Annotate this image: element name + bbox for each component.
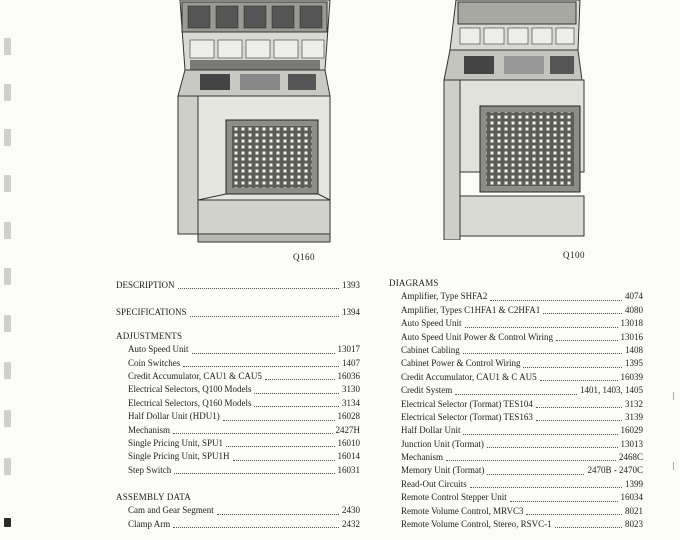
entry-page: 3134: [342, 397, 360, 408]
entry-page: 3132: [625, 398, 643, 409]
entry-page: 4080: [625, 304, 643, 315]
punch-hole: [4, 518, 11, 527]
entry-label: Single Pricing Unit, SPU1: [128, 437, 224, 448]
punch-hole: [4, 38, 11, 55]
index-entry: [128, 424, 360, 437]
index-entry: [401, 317, 643, 330]
index-entry: [401, 398, 643, 411]
index-entry: [128, 437, 360, 450]
index-entry: [128, 504, 360, 517]
entry-page: 4074: [625, 291, 643, 302]
punch-hole: [4, 222, 11, 239]
index-entry: [128, 343, 360, 356]
entry-page: 13016: [620, 331, 643, 342]
margin-mark: [673, 392, 674, 400]
entry-page: 16031: [337, 464, 360, 475]
entry-label: Auto Speed Unit Power & Control Wiring: [401, 331, 553, 342]
punch-hole: [4, 458, 11, 475]
index-entry: [401, 451, 643, 464]
jukebox-q160-illustration: [170, 0, 340, 250]
punch-hole: [4, 268, 11, 285]
index-entry: [401, 424, 643, 437]
jukebox-q100-illustration: [440, 0, 590, 240]
index-entry: [128, 450, 360, 463]
entry-page: 1399: [625, 478, 643, 489]
entry-label: Step Switch: [128, 464, 172, 475]
entry-label: Half Dollar Unit: [401, 425, 461, 436]
entry-label: Amplifier, Type SHFA2: [401, 291, 488, 302]
figure-caption-q100: Q100: [563, 250, 585, 260]
entry-label: Single Pricing Unit, SPU1H: [128, 451, 230, 462]
punch-hole: [4, 84, 11, 101]
index-entry: [401, 357, 643, 370]
entry-page: 1393: [342, 279, 360, 290]
entry-page: 2470B - 2470C: [587, 465, 643, 476]
index-entry: [401, 464, 643, 477]
entry-label: Half Dollar Unit (HDU1): [128, 411, 220, 422]
index-entry: [401, 518, 643, 531]
entry-page: 3130: [342, 384, 360, 395]
entry-page: 13013: [620, 438, 643, 449]
entry-label: Memory Unit (Tormat): [401, 465, 485, 476]
entry-label: SPECIFICATIONS: [116, 307, 187, 318]
entry-page: 16010: [337, 437, 360, 448]
entry-label: Credit Accumulator, CAU1 & CAU5: [128, 370, 262, 381]
punch-hole: [4, 410, 11, 427]
entry-page: 2468C: [618, 452, 643, 463]
entry-label: Cabinet Power & Control Wiring: [401, 358, 521, 369]
entry-label: Junction Unit (Tormat): [401, 438, 484, 449]
entry-label: Clamp Arm: [128, 518, 171, 529]
entry-page: 16039: [620, 371, 643, 382]
punch-hole: [4, 175, 11, 192]
entry-label: Remote Control Stepper Unit: [401, 492, 507, 503]
assembly-list: [116, 504, 360, 531]
index-entry: [128, 397, 360, 410]
section-heading-diagrams: DIAGRAMS: [389, 278, 439, 288]
entry-page: 3139: [625, 411, 643, 422]
right-index-column: [389, 277, 643, 531]
index-entry: [401, 304, 643, 317]
index-entry: [401, 411, 643, 424]
entry-label: Mechanism: [128, 424, 170, 435]
adjustments-list: [116, 343, 360, 477]
entry-page: 13018: [620, 318, 643, 329]
entry-page: 2427H: [335, 424, 360, 435]
index-entry: [401, 505, 643, 518]
entry-label: DESCRIPTION: [116, 279, 175, 290]
entry-label: Credit Accumulator, CAU1 & C AU5: [401, 371, 537, 382]
index-entry: [128, 370, 360, 383]
index-entry: [128, 464, 360, 477]
entry-label: Auto Speed Unit: [128, 344, 189, 355]
entry-page: 1407: [342, 357, 360, 368]
entry-page: 16014: [337, 451, 360, 462]
entry-page: 2430: [342, 505, 360, 516]
entry-label: Remote Volume Control, MRVC3: [401, 505, 524, 516]
index-entry: [128, 518, 360, 531]
diagrams-list: [389, 290, 643, 531]
section-heading-adjustments: ADJUSTMENTS: [116, 330, 183, 341]
index-entry: [401, 438, 643, 451]
entry-label: Electrical Selector (Tormat) TES104: [401, 398, 533, 409]
index-entry: [401, 290, 643, 303]
entry-page: 16036: [337, 370, 360, 381]
entry-page: 16028: [337, 411, 360, 422]
index-entry-specifications: [116, 306, 360, 319]
index-entry-description: [116, 279, 360, 292]
entry-label: Cam and Gear Segment: [128, 505, 214, 516]
entry-page: 13017: [337, 344, 360, 355]
section-heading-assembly-data: ASSEMBLY DATA: [116, 492, 191, 503]
entry-page: 16034: [620, 492, 643, 503]
entry-page: 1395: [625, 358, 643, 369]
left-index-column: [116, 279, 360, 531]
entry-label: Electrical Selectors, Q100 Models: [128, 384, 252, 395]
entry-page: 2432: [342, 518, 360, 529]
entry-label: Amplifier, Types C1HFA1 & C2HFA1: [401, 304, 541, 315]
entry-label: Read-Out Circuits: [401, 478, 467, 489]
index-entry: [401, 478, 643, 491]
entry-label: Credit System: [401, 385, 453, 396]
entry-page: 8021: [625, 505, 643, 516]
punch-hole: [4, 129, 11, 146]
margin-mark: [673, 462, 674, 470]
entry-page: 1408: [625, 344, 643, 355]
entry-label: Mechanism: [401, 452, 443, 463]
index-entry: [128, 357, 360, 370]
index-entry: [128, 383, 360, 396]
punch-hole: [4, 315, 11, 332]
index-entry: [401, 491, 643, 504]
entry-page: 1394: [342, 307, 360, 318]
entry-page: 8023: [625, 519, 643, 530]
entry-label: Cabinet Cabling: [401, 344, 460, 355]
index-entry: [401, 344, 643, 357]
entry-page: 1401, 1403, 1405: [580, 385, 643, 396]
index-entry: [128, 410, 360, 423]
entry-page: 16029: [620, 425, 643, 436]
figure-caption-q160: Q160: [293, 252, 315, 262]
index-entry: [401, 331, 643, 344]
punch-hole: [4, 362, 11, 379]
entry-label: Auto Speed Unit: [401, 318, 462, 329]
entry-label: Coin Switches: [128, 357, 181, 368]
entry-label: Electrical Selectors, Q160 Models: [128, 397, 252, 408]
entry-label: Electrical Selector (Tormat) TES163: [401, 411, 533, 422]
index-entry: [401, 384, 643, 397]
entry-label: Remote Volume Control, Stereo, RSVC-1: [401, 519, 552, 530]
index-entry: [401, 371, 643, 384]
